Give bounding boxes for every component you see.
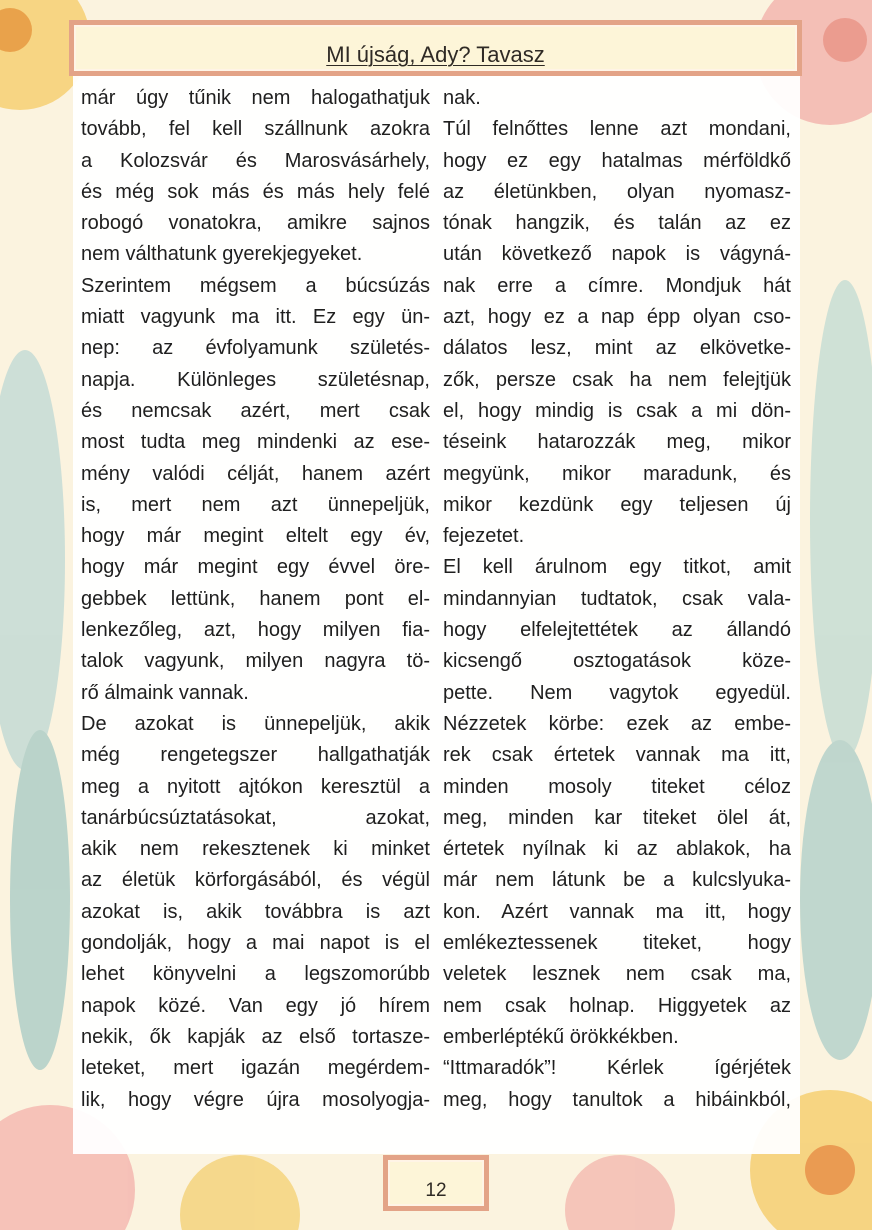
text-line: tanárbúcsúztatásokat, azokat, [81,806,430,829]
text-line: hogy már megint egy évvel öre- [81,556,430,579]
text-line: De azokat is ünnepeljük, akik [81,712,430,735]
text-line: El kell árulnom egy titkot, amit [443,556,791,579]
text-line: minden mosoly titeket céloz [443,775,791,798]
text-line: robogó vonatokra, amikre sajnos [81,212,430,235]
text-line: zők, persze csak ha nem felejtjük [443,368,791,391]
text-line: nem válthatunk gyerekjegyeket. [81,243,363,266]
text-line: meg, hogy tanultok a hibáinkból, [443,1088,791,1111]
text-line: nem csak holnap. Higgyetek az [443,994,791,1017]
text-line: már nem látunk be a kulcslyuka- [443,869,791,892]
text-line: az életük körforgásából, és végül [81,869,430,892]
text-column-left [81,83,430,1116]
text-line: lenkezőleg, azt, hogy milyen fia- [81,619,430,642]
text-line: miatt vagyunk ma itt. Ez egy ün- [81,306,430,329]
text-line: rő álmaink vannak. [81,681,249,704]
text-line: leteket, mert igazán megérdem- [81,1057,430,1080]
text-line: “Ittmaradók”! Kérlek ígérjétek [443,1057,791,1080]
page-footer-frame [388,1160,484,1206]
page-number: 12 [425,1180,447,1201]
text-line: még rengetegszer hallgathatják [81,744,430,767]
text-line: akik nem rekesztenek ki minket [81,838,430,861]
text-line: Túl felnőttes lenne azt mondani, [443,118,791,141]
text-column-right [443,83,791,1116]
text-line: Szerintem mégsem a búcsúzás [81,274,430,297]
text-line: az életünkben, olyan nyomasz- [443,180,791,203]
text-line: fejezetet. [443,525,525,548]
text-line: is, mert nem azt ünnepeljük, [81,493,430,516]
text-line: mény valódi célját, hanem azért [81,462,430,485]
text-line: és nemcsak azért, mert csak [81,399,430,422]
text-line: Nézzetek körbe: ezek az embe- [443,712,791,735]
text-line: dálatos lesz, mint az elkövetke- [443,337,791,360]
text-line: kon. Azért vannak ma itt, hogy [443,900,791,923]
page-header [69,20,802,76]
text-line: most tudta meg mindenki az ese- [81,431,430,454]
text-line: nekik, ők kapják az első tortasze- [81,1025,430,1048]
text-line: meg a nyitott ajtókon keresztül a [81,775,430,798]
text-line: talok vagyunk, milyen nagyra tö- [81,650,430,673]
text-line: meg, minden kar titeket ölel át, [443,806,791,829]
text-line: napok közé. Van egy jó hírem [81,994,430,1017]
article-body [73,76,800,1154]
text-line: gebbek lettünk, hanem pont el- [81,587,430,610]
text-line: rek csak értetek vannak ma itt, [443,744,791,767]
text-line: tovább, fel kell szállnunk azokra [81,118,430,141]
text-line: tónak hangzik, és talán az ez [443,212,791,235]
text-line: nep: az évfolyamunk születés- [81,337,430,360]
text-line: kicsengő osztogatások köze- [443,650,791,673]
text-line: veletek lesznek nem csak ma, [443,963,791,986]
text-line: lik, hogy végre újra mosolyogja- [81,1088,430,1111]
text-line: azokat is, akik továbbra is azt [81,900,430,923]
text-line: emlékeztessenek titeket, hogy [443,932,791,955]
text-line: megyünk, mikor maradunk, és [443,462,791,485]
text-line: hogy ez egy hatalmas mérföldkő [443,149,791,172]
text-line: mikor kezdünk egy teljesen új [443,493,791,516]
text-line: már úgy tűnik nem halogathatjuk [81,87,430,109]
text-line: a Kolozsvár és Marosvásárhely, [81,149,430,172]
text-line: után következő napok is vágyná- [443,243,791,266]
text-line: hogy már megint eltelt egy év, [81,525,430,548]
text-line: nak. [443,87,481,109]
page-title: MI újság, Ady? Tavasz [326,42,545,67]
page-header-frame [74,25,797,71]
text-line: emberléptékű örökkékben. [443,1025,679,1048]
text-line: gondolják, hogy a mai napot is el [81,932,430,955]
text-line: mindannyian tudtatok, csak vala- [443,587,791,610]
text-line: téseink hatarozzák meg, mikor [443,431,791,454]
text-line: értetek nyílnak ki az ablakok, ha [443,838,791,861]
text-line: nak erre a címre. Mondjuk hát [443,274,791,297]
text-line: el, hogy mindig is csak a mi dön- [443,399,791,422]
page-footer [383,1155,489,1211]
text-line: lehet könyvelni a legszomorúbb [81,963,430,986]
text-line: és még sok más és más hely felé [81,180,430,203]
text-line: pette. Nem vagytok egyedül. [443,681,791,704]
text-line: azt, hogy ez a nap épp olyan cso- [443,306,791,329]
text-line: napja. Különleges születésnap, [81,368,430,391]
text-line: hogy elfelejtettétek az állandó [443,619,791,642]
